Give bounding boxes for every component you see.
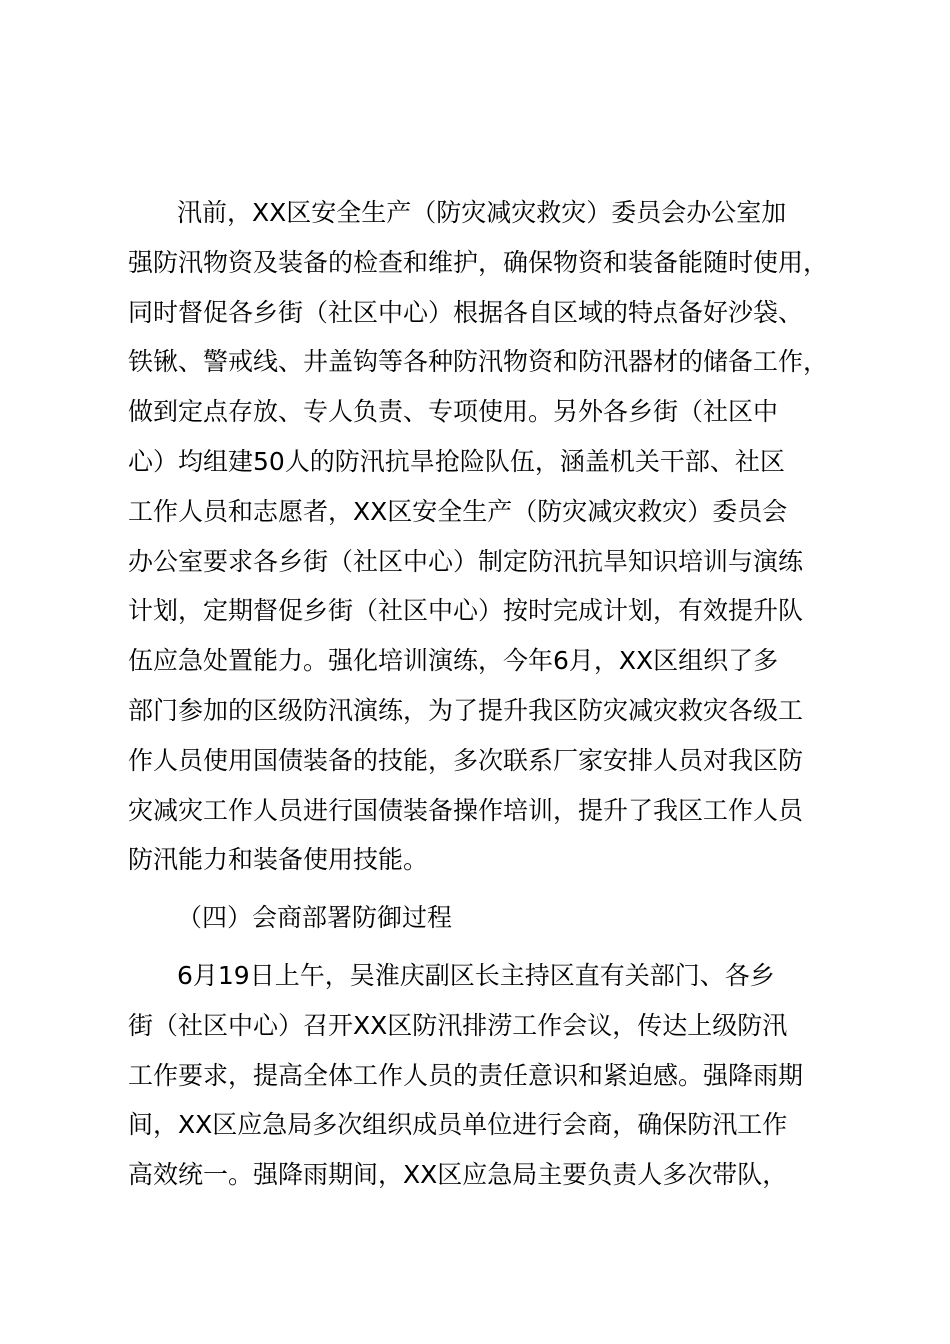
text-line: 防汛能力和装备使用技能。 [128,845,429,875]
text-line: 作人员使用国债装备的技能，多次联系厂家安排人员对我区防 [128,745,804,775]
section-heading [128,893,848,943]
text-line: 心）均组建50人的防汛抗旱抢险队伍，涵盖机关干部、社区 [128,446,785,476]
paragraph-consultation [128,951,848,1200]
text-line: 6月19日上午，吴淮庆副区长主持区直有关部门、各乡 [177,961,775,990]
heading-text: （四）会商部署防御过程 [177,903,453,932]
text-line: 街（社区中心）召开XX区防汛排涝工作会议，传达上级防汛 [128,1010,788,1040]
text-line: 高效统一。强降雨期间，XX区应急局主要负责人多次带队， [128,1160,788,1190]
text-line: 灾减灾工作人员进行国债装备操作培训，提升了我区工作人员 [128,795,804,825]
text-line: 计划，定期督促乡街（社区中心）按时完成计划，有效提升队 [128,596,804,626]
text-line: 工作要求，提高全体工作人员的责任意识和紧迫感。强降雨期 [128,1060,804,1090]
text-line: 做到定点存放、专人负责、专项使用。另外各乡街（社区中 [128,397,779,427]
paragraph-material-preparation [128,188,848,885]
text-line: 办公室要求各乡街（社区中心）制定防汛抗旱知识培训与演练 [128,546,804,576]
text-line: 间，XX区应急局多次组织成员单位进行会商，确保防汛工作 [128,1110,788,1140]
text-line: 汛前，XX区安全生产（防灾减灾救灾）委员会办公室加 [177,198,787,227]
text-line: 部门参加的区级防汛演练，为了提升我区防灾减灾救灾各级工 [128,695,804,725]
text-line: 伍应急处置能力。强化培训演练，今年6月，XX区组织了多 [128,646,779,676]
text-line: 工作人员和志愿者，XX区安全生产（防灾减灾救灾）委员会 [128,496,788,526]
text-line: 强防汛物资及装备的检查和维护，确保物资和装备能随时使用， [128,247,829,277]
text-line: 同时督促各乡街（社区中心）根据各自区域的特点备好沙袋、 [128,297,804,327]
text-line: 铁锹、警戒线、井盖钩等各种防汛物资和防汛器材的储备工作， [128,347,829,377]
